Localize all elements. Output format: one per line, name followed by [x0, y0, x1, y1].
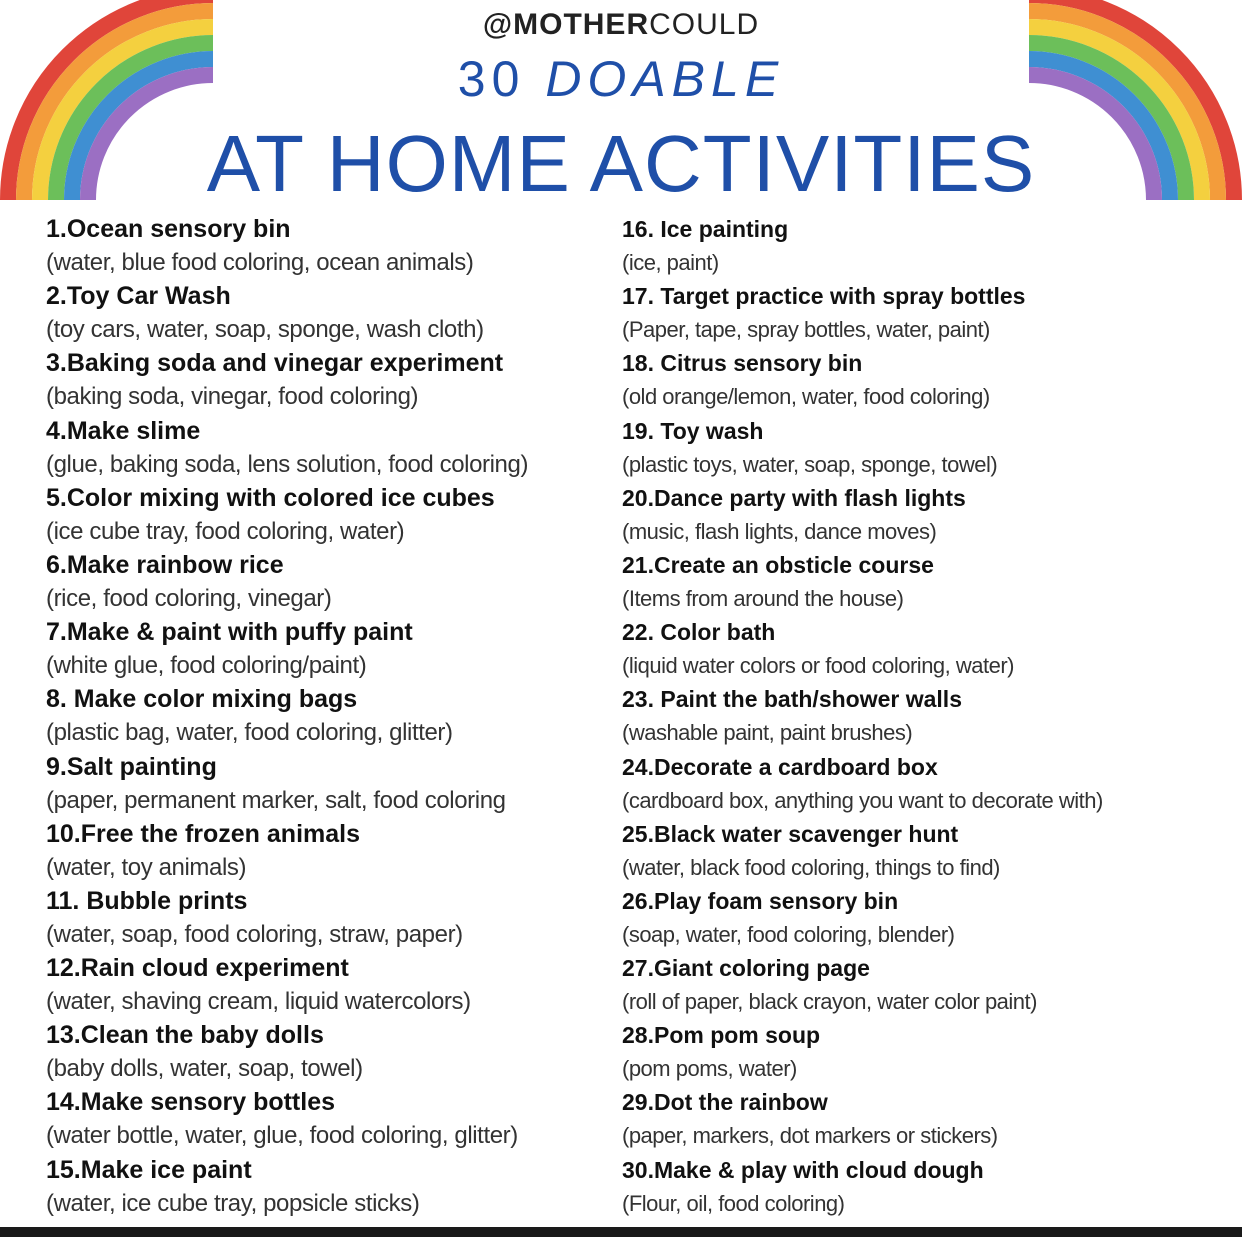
activity-supplies: (roll of paper, black crayon, water color paint)	[622, 989, 1037, 1015]
activity-supplies: (paper, markers, dot markers or stickers)	[622, 1123, 998, 1149]
subtitle-number: 30	[457, 51, 526, 107]
activity-supplies: (paper, permanent marker, salt, food coloring	[46, 786, 506, 814]
activity-name: 11. Bubble prints	[46, 886, 248, 915]
activity-supplies: (ice, paint)	[622, 250, 719, 275]
activity-name: 29.Dot the rainbow	[622, 1089, 828, 1116]
list-item	[622, 414, 1232, 481]
list-item	[46, 1153, 606, 1220]
activity-supplies: (water, shaving cream, liquid watercolors)	[46, 988, 471, 1016]
list-item	[46, 884, 606, 951]
activity-name: 13.Clean the baby dolls	[46, 1021, 324, 1050]
account-handle	[0, 8, 1242, 42]
list-item	[622, 682, 1232, 749]
list-item	[46, 1018, 606, 1085]
activity-name: 24.Decorate a cardboard box	[622, 753, 938, 780]
activity-name: 15.Make ice paint	[46, 1155, 252, 1184]
activity-supplies: (glue, baking soda, lens solution, food coloring)	[46, 450, 529, 478]
list-item	[46, 548, 606, 615]
list-item	[46, 414, 606, 481]
page-title: AT HOME ACTIVITIES	[206, 119, 1036, 208]
list-item	[46, 212, 606, 279]
list-item	[622, 817, 1232, 884]
activity-supplies: (pom poms, water)	[622, 1056, 797, 1082]
list-item	[622, 884, 1232, 951]
list-item	[622, 279, 1232, 346]
activity-supplies: (plastic bag, water, food coloring, glitter)	[46, 719, 453, 747]
activity-name: 1.Ocean sensory bin	[46, 215, 291, 243]
activity-supplies: (toy cars, water, soap, sponge, wash cloth)	[46, 316, 484, 344]
list-item	[46, 1085, 606, 1152]
activity-supplies: (water, ice cube tray, popsicle sticks)	[46, 1189, 420, 1217]
activity-supplies: (water, blue food coloring, ocean animals)	[46, 249, 474, 276]
activity-name: 19. Toy wash	[622, 417, 764, 444]
activity-supplies: (water, soap, food coloring, straw, paper)	[46, 920, 463, 948]
list-item	[622, 346, 1232, 413]
handle-light: COULD	[649, 8, 760, 41]
activity-name: 4.Make slime	[46, 416, 201, 445]
activity-supplies: (water, black food coloring, things to find)	[622, 854, 1000, 880]
activity-name: 5.Color mixing with colored ice cubes	[46, 483, 495, 512]
activity-name: 2.Toy Car Wash	[46, 282, 231, 311]
list-item	[46, 750, 606, 817]
activity-name: 7.Make & paint with puffy paint	[46, 618, 413, 647]
activity-name: 22. Color bath	[622, 619, 776, 646]
activity-list-right	[622, 212, 1232, 1220]
list-item	[46, 346, 606, 413]
list-item	[622, 1153, 1232, 1220]
activity-name: 26.Play foam sensory bin	[622, 887, 899, 914]
list-item	[622, 951, 1232, 1018]
list-item	[46, 615, 606, 682]
list-item	[46, 682, 606, 749]
activity-name: 27.Giant coloring page	[622, 955, 870, 982]
activity-name: 20.Dance party with flash lights	[622, 484, 966, 511]
activity-supplies: (rice, food coloring, vinegar)	[46, 584, 332, 612]
list-item	[622, 615, 1232, 682]
activity-name: 10.Free the frozen animals	[46, 819, 361, 848]
activity-name: 9.Salt painting	[46, 752, 217, 781]
list-item	[622, 212, 1232, 279]
activity-supplies: (liquid water colors or food coloring, water)	[622, 653, 1015, 679]
activity-name: 18. Citrus sensory bin	[622, 350, 863, 377]
activity-supplies: (soap, water, food coloring, blender)	[622, 921, 955, 947]
activity-supplies: (baking soda, vinegar, food coloring)	[46, 383, 419, 411]
activity-supplies: (white glue, food coloring/paint)	[46, 652, 367, 680]
list-item	[622, 1085, 1232, 1152]
list-item	[622, 750, 1232, 817]
activity-supplies: (cardboard box, anything you want to decorate with)	[622, 787, 1103, 813]
activity-supplies: (music, flash lights, dance moves)	[622, 518, 937, 544]
activity-supplies: (Flour, oil, food coloring)	[622, 1190, 845, 1216]
list-item	[622, 1018, 1232, 1085]
activity-name: 28.Pom pom soup	[622, 1022, 821, 1049]
activity-supplies: (plastic toys, water, soap, sponge, towel)	[622, 451, 998, 477]
activity-name: 23. Paint the bath/shower walls	[622, 686, 962, 713]
list-item	[622, 481, 1232, 548]
activity-supplies: (old orange/lemon, water, food coloring)	[622, 384, 990, 410]
activity-name: 21.Create an obsticle course	[622, 551, 934, 578]
activity-supplies: (water bottle, water, glue, food coloring, glitter)	[46, 1122, 518, 1150]
activity-name: 16. Ice painting	[622, 216, 789, 242]
handle-bold: @MOTHER	[482, 8, 650, 41]
activity-list-left	[46, 212, 606, 1220]
list-item	[622, 548, 1232, 615]
activity-name: 6.Make rainbow rice	[46, 550, 284, 579]
bottom-bar	[0, 1227, 1242, 1237]
subtitle	[0, 50, 1242, 108]
activity-supplies: (Items from around the house)	[622, 585, 904, 611]
activity-supplies: (ice cube tray, food coloring, water)	[46, 517, 405, 545]
activity-name: 17. Target practice with spray bottles	[622, 283, 1026, 310]
activity-supplies: (washable paint, paint brushes)	[622, 720, 913, 746]
subtitle-word: DOABLE	[545, 51, 785, 107]
list-item	[46, 951, 606, 1018]
activity-name: 25.Black water scavenger hunt	[622, 820, 959, 847]
list-item	[46, 817, 606, 884]
activity-supplies: (water, toy animals)	[46, 853, 247, 881]
activity-name: 12.Rain cloud experiment	[46, 954, 349, 983]
activity-supplies: (baby dolls, water, soap, towel)	[46, 1055, 363, 1083]
activity-supplies: (Paper, tape, spray bottles, water, paint)	[622, 317, 990, 343]
activity-name: 30.Make & play with cloud dough	[622, 1156, 984, 1183]
activity-name: 3.Baking soda and vinegar experiment	[46, 349, 504, 378]
activity-name: 8. Make color mixing bags	[46, 685, 358, 714]
list-item	[46, 279, 606, 346]
activity-name: 14.Make sensory bottles	[46, 1088, 336, 1117]
list-item	[46, 481, 606, 548]
